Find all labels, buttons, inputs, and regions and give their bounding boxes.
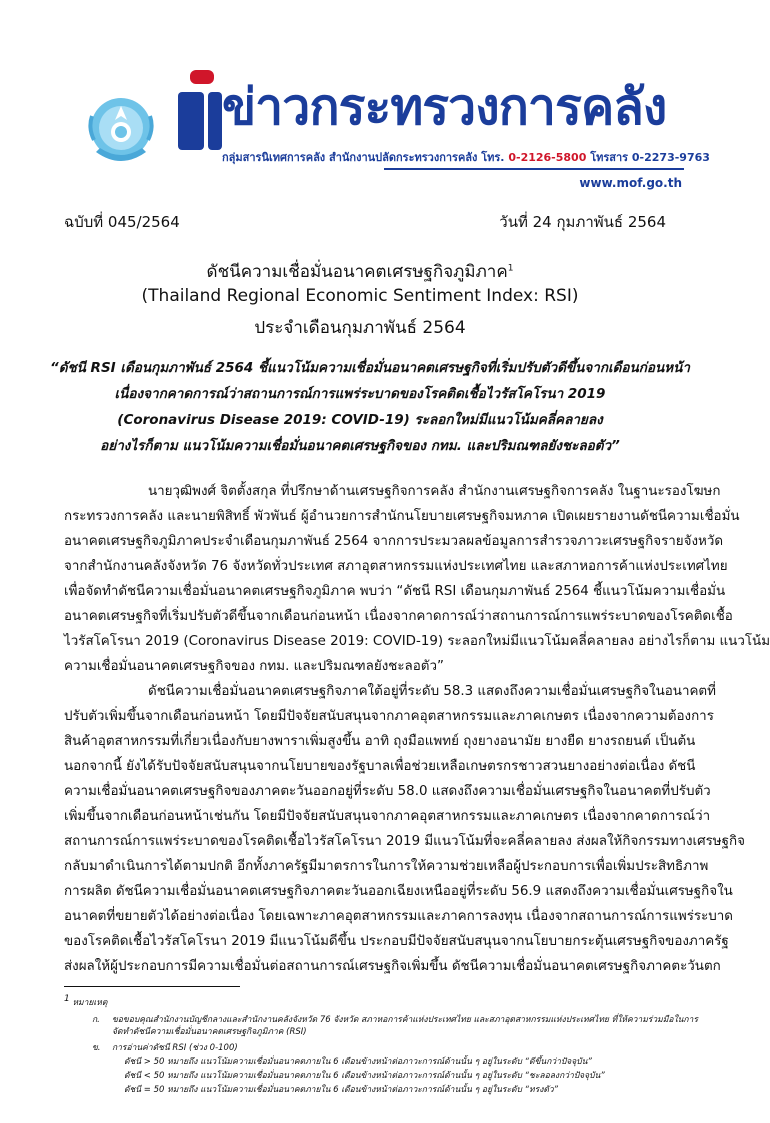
body-line: เพื่อจัดทำดัชนีความเชื่อมั่นอนาคตเศรษฐกิจภูมิภาค พบว่า “ดัชนี RSI เดือนกุมภาพันธ์ 2564 ชี้แนวโน้มความเชื่อมั่น <box>64 584 726 599</box>
ministry-seal-icon <box>82 88 160 174</box>
body-line: ความเชื่อมั่นอนาคตเศรษฐกิจของ กทม. และปริมณฑลยังชะลอตัว” <box>64 659 444 674</box>
footnote-a-text: จัดทำดัชนีความเชื่อมั่นอนาคตเศรษฐกิจภูมิภาค (RSI) <box>112 1027 307 1037</box>
body-line: ความเชื่อมั่นอนาคตเศรษฐกิจของภาคตะวันออกอยู่ที่ระดับ 58.0 แสดงถึงความเชื่อมั่นเศรษฐกิจในอนาคตที่ปรับตัว <box>64 784 711 799</box>
body-line: นอกจากนี้ ยังได้รับปัจจัยสนับสนุนจากนโยบายของรัฐบาลเพื่อช่วยเหลือเกษตรกรชาวสวนยางอย่างต่อเนื่อง ดัชนี <box>64 759 696 774</box>
website-url: www.mof.go.th <box>579 176 682 190</box>
header-divider <box>384 168 684 170</box>
footnote-b-item: ดัชนี < 50 หมายถึง แนวโน้มความเชื่อมั่นอนาคตภายใน 6 เดือนข้างหน้าต่อภาวะการณ์ด้านนั้น ๆ อยู่ในระดับ “ชะลอลงกว่าปัจจุบัน” <box>124 1071 605 1081</box>
body-line: สินค้าอุตสาหกรรมที่เกี่ยวเนื่องกับยางพาราเพิ่มสูงขึ้น อาทิ ถุงมือแพทย์ ถุงยางอนามัย ยางยืด ยางรถยนต์ เป็นต้น <box>64 734 696 749</box>
footnote-b-label: ข. <box>92 1043 101 1053</box>
contact-line <box>222 148 710 166</box>
title-footnote-mark: 1 <box>507 263 514 274</box>
summary-quote-line: เนื่องจากคาดการณ์ว่าสถานการณ์การแพร่ระบาดของโรคติดเชื้อไวรัสโคโรนา 2019 <box>114 386 606 402</box>
title-line-1: ดัชนีความเชื่อมั่นอนาคตเศรษฐกิจภูมิภาค <box>206 262 508 282</box>
letterhead <box>0 0 720 200</box>
body-line: ส่งผลให้ผู้ประกอบการมีความเชื่อมั่นต่อสถานการณ์เศรษฐกิจเพิ่มขึ้น ดัชนีความเชื่อมั่นอนาคตเศรษฐกิจภาคตะวันตก <box>64 959 721 974</box>
summary-quote-line: อย่างไรก็ตาม แนวโน้มความเชื่อมั่นอนาคตเศรษฐกิจของ กทม. และปริมณฑลยังชะลอตัว” <box>100 438 620 454</box>
summary-quote-line: (Coronavirus Disease 2019: COVID-19) ระลอกใหม่มีแนวโน้มคลี่คลายลง <box>117 412 603 428</box>
summary-quote-line: “ดัชนี RSI เดือนกุมภาพันธ์ 2564 ชี้แนวโน้มความเชื่อมั่นอนาคตเศรษฐกิจที่เริ่มปรับตัวดีขึ้นจากเดือนก่อนหน้า <box>50 360 690 376</box>
fax-number: โทรสาร 0-2273-9763 <box>590 151 710 164</box>
body-line: กลับมาดำเนินการได้ตามปกติ อีกทั้งภาครัฐมีมาตรการในการให้ความช่วยเหลือผู้ประกอบการเพื่อเพิ่มประสิทธิภาพ <box>64 859 709 874</box>
body-line: อนาคตเศรษฐกิจที่เริ่มปรับตัวดีขึ้นจากเดือนก่อนหน้า เนื่องจากคาดการณ์ว่าสถานการณ์การแพร่ระบาดของโรคติดเชื้อ <box>64 609 733 624</box>
body-line: อนาคตเศรษฐกิจภูมิภาคประจำเดือนกุมภาพันธ์ 2564 จากการประมวลผลข้อมูลการสำรวจภาวะเศรษฐกิจรายจังหวัด <box>64 534 724 549</box>
body-line: กระทรวงการคลัง และนายพิสิทธิ์ พัวพันธ์ ผู้อำนวยการสำนักนโยบายเศรษฐกิจมหภาค เปิดเผยรายงานดัชนีความเชื่อมั่น <box>64 509 740 524</box>
issue-number: ฉบับที่ 045/2564 <box>64 213 180 231</box>
body-line: ดัชนีความเชื่อมั่นอนาคตเศรษฐกิจภาคใต้อยู่ที่ระดับ 58.3 แสดงถึงความเชื่อมั่นเศรษฐกิจในอนาคตที่ <box>148 684 716 699</box>
body-line: อนาคตที่ขยายตัวได้อย่างต่อเนื่อง โดยเฉพาะภาคอุตสาหกรรมและภาคการลงทุน เนื่องจากสถานการณ์การแพร่ระบาด <box>64 909 733 924</box>
body-line: ไวรัสโคโรนา 2019 (Coronavirus Disease 2019: COVID-19) ระลอกใหม่มีแนวโน้มคลี่คลายลง อย่างไรก็ตาม แนวโน้ม <box>64 634 770 649</box>
body-line: จากสำนักงานคลังจังหวัด 76 จังหวัดทั่วประเทศ สภาอุตสาหกรรมแห่งประเทศไทย และสภาหอการค้าแห่งประเทศไทย <box>64 559 728 574</box>
title-line-3: ประจำเดือนกุมภาพันธ์ 2564 <box>254 318 466 338</box>
phone-number: 0-2126-5800 <box>508 151 587 164</box>
footnote-b-item: ดัชนี = 50 หมายถึง แนวโน้มความเชื่อมั่นอนาคตภายใน 6 เดือนข้างหน้าต่อภาวะการณ์ด้านนั้น ๆ อยู่ในระดับ “ทรงตัว” <box>124 1085 559 1095</box>
footnote-heading-text: หมายเหตุ <box>72 997 108 1008</box>
title-line-2: (Thailand Regional Economic Sentiment Index: RSI) <box>141 286 579 306</box>
body-line: นายวุฒิพงศ์ จิตตั้งสกุล ที่ปรึกษาด้านเศรษฐกิจการคลัง สำนักงานเศรษฐกิจการคลัง ในฐานะรองโฆษก <box>148 484 721 499</box>
footnote-b-item: ดัชนี > 50 หมายถึง แนวโน้มความเชื่อมั่นอนาคตภายใน 6 เดือนข้างหน้าต่อภาวะการณ์ด้านนั้น ๆ อยู่ในระดับ “ดีขึ้นกว่าปัจจุบัน” <box>124 1057 592 1067</box>
body-line: การผลิต ดัชนีความเชื่อมั่นอนาคตเศรษฐกิจภาคตะวันออกเฉียงเหนืออยู่ที่ระดับ 56.9 แสดงถึงความเชื่อมั่นเศรษฐกิจใน <box>64 884 733 899</box>
document-title <box>50 258 670 285</box>
body-line: เพิ่มขึ้นจากเดือนก่อนหน้าเช่นกัน โดยมีปัจจัยสนับสนุนจากภาคอุตสาหกรรมและภาคเกษตร เนื่องจากคาดการณ์ว่า <box>64 809 711 824</box>
department-text: กลุ่มสารนิเทศการคลัง สำนักงานปลัดกระทรวงการคลัง โทร. <box>222 151 505 164</box>
body-line: ปรับตัวเพิ่มขึ้นจากเดือนก่อนหน้า โดยมีปัจจัยสนับสนุนจากภาคอุตสาหกรรมและภาคเกษตร เนื่องจากความต้องการ <box>64 709 714 724</box>
masthead-title: ข่าวกระทรวงการคลัง <box>222 78 667 136</box>
footnote-mark: 1 <box>64 994 70 1004</box>
issue-date: วันที่ 24 กุมภาพันธ์ 2564 <box>499 213 666 231</box>
footnote-divider <box>64 986 240 987</box>
footnote-heading <box>64 994 107 1009</box>
body-line: สถานการณ์การแพร่ระบาดของโรคติดเชื้อไวรัสโคโรนา 2019 มีแนวโน้มที่จะคลี่คลายลง ส่งผลให้กิจกรรมทางเศรษฐกิจ <box>64 834 745 849</box>
footnote-a-label: ก. <box>92 1015 100 1025</box>
footnote-b-text: การอ่านค่าดัชนี RSI (ช่วง 0-100) <box>112 1043 238 1053</box>
footnote-a-text: ขอขอบคุณสำนักงานบัญชีกลางและสำนักงานคลังจังหวัด 76 จังหวัด สภาหอการค้าแห่งประเทศไทย และสภาอุตสาหกรรมแห่งประเทศไทย ที่ให้ความร่วมมือในการ <box>112 1015 698 1025</box>
body-line: ของโรคติดเชื้อไวรัสโคโรนา 2019 มีแนวโน้มดีขึ้น ประกอบมีปัจจัยสนับสนุนจากนโยบายกระตุ้นเศรษฐกิจของภาครัฐ <box>64 934 729 949</box>
